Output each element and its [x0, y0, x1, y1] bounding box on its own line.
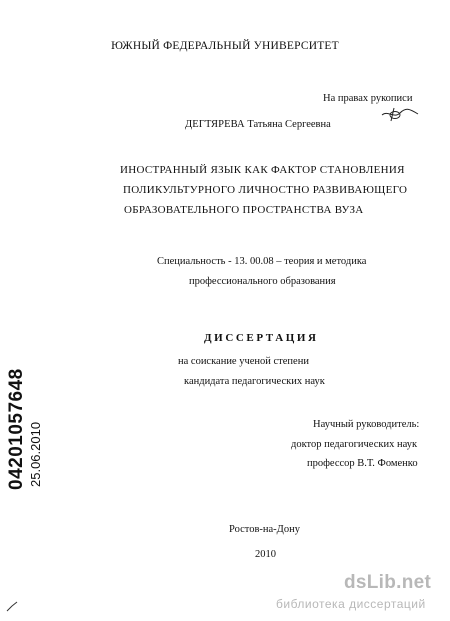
supervisor-degree: доктор педагогических наук: [291, 439, 418, 450]
supervisor-name: профессор В.Т. Фоменко: [307, 458, 418, 469]
title-line: ПОЛИКУЛЬТУРНОГО ЛИЧНОСТНО РАЗВИВАЮЩЕГО: [123, 184, 408, 196]
university-name: ЮЖНЫЙ ФЕДЕРАЛЬНЫЙ УНИВЕРСИТЕТ: [111, 40, 339, 52]
title-line: ОБРАЗОВАТЕЛЬНОГО ПРОСТРАНСТВА ВУЗА: [124, 204, 364, 216]
supervisor-label: Научный руководитель:: [313, 419, 420, 430]
manuscript-note: На правах рукописи: [323, 93, 413, 104]
city: Ростов-на-Дону: [229, 524, 300, 535]
specialty-line: Специальность - 13. 00.08 – теория и методика: [157, 256, 367, 267]
signature: [380, 106, 420, 122]
degree-line: на соискание ученой степени: [178, 356, 309, 367]
title-line: ИНОСТРАННЫЙ ЯЗЫК КАК ФАКТОР СТАНОВЛЕНИЯ: [120, 164, 405, 176]
author-name: [185, 118, 331, 131]
library-stamp: [6, 368, 43, 490]
stamp-number: 04201057648: [6, 368, 27, 490]
author-given-names: Татьяна Сергеевна: [247, 119, 331, 130]
watermark-subtitle: библиотека диссертаций: [276, 597, 426, 611]
corner-mark-icon: [6, 600, 18, 612]
author-surname: ДЕГТЯРЕВА: [185, 119, 245, 130]
watermark-logo: dsLib.net: [344, 572, 432, 593]
year: 2010: [255, 549, 276, 560]
degree-line: кандидата педагогических наук: [184, 376, 325, 387]
stamp-date: 25.06.2010: [28, 421, 43, 487]
dissertation-heading: ДИССЕРТАЦИЯ: [204, 332, 319, 344]
specialty-line: профессионального образования: [189, 276, 336, 287]
